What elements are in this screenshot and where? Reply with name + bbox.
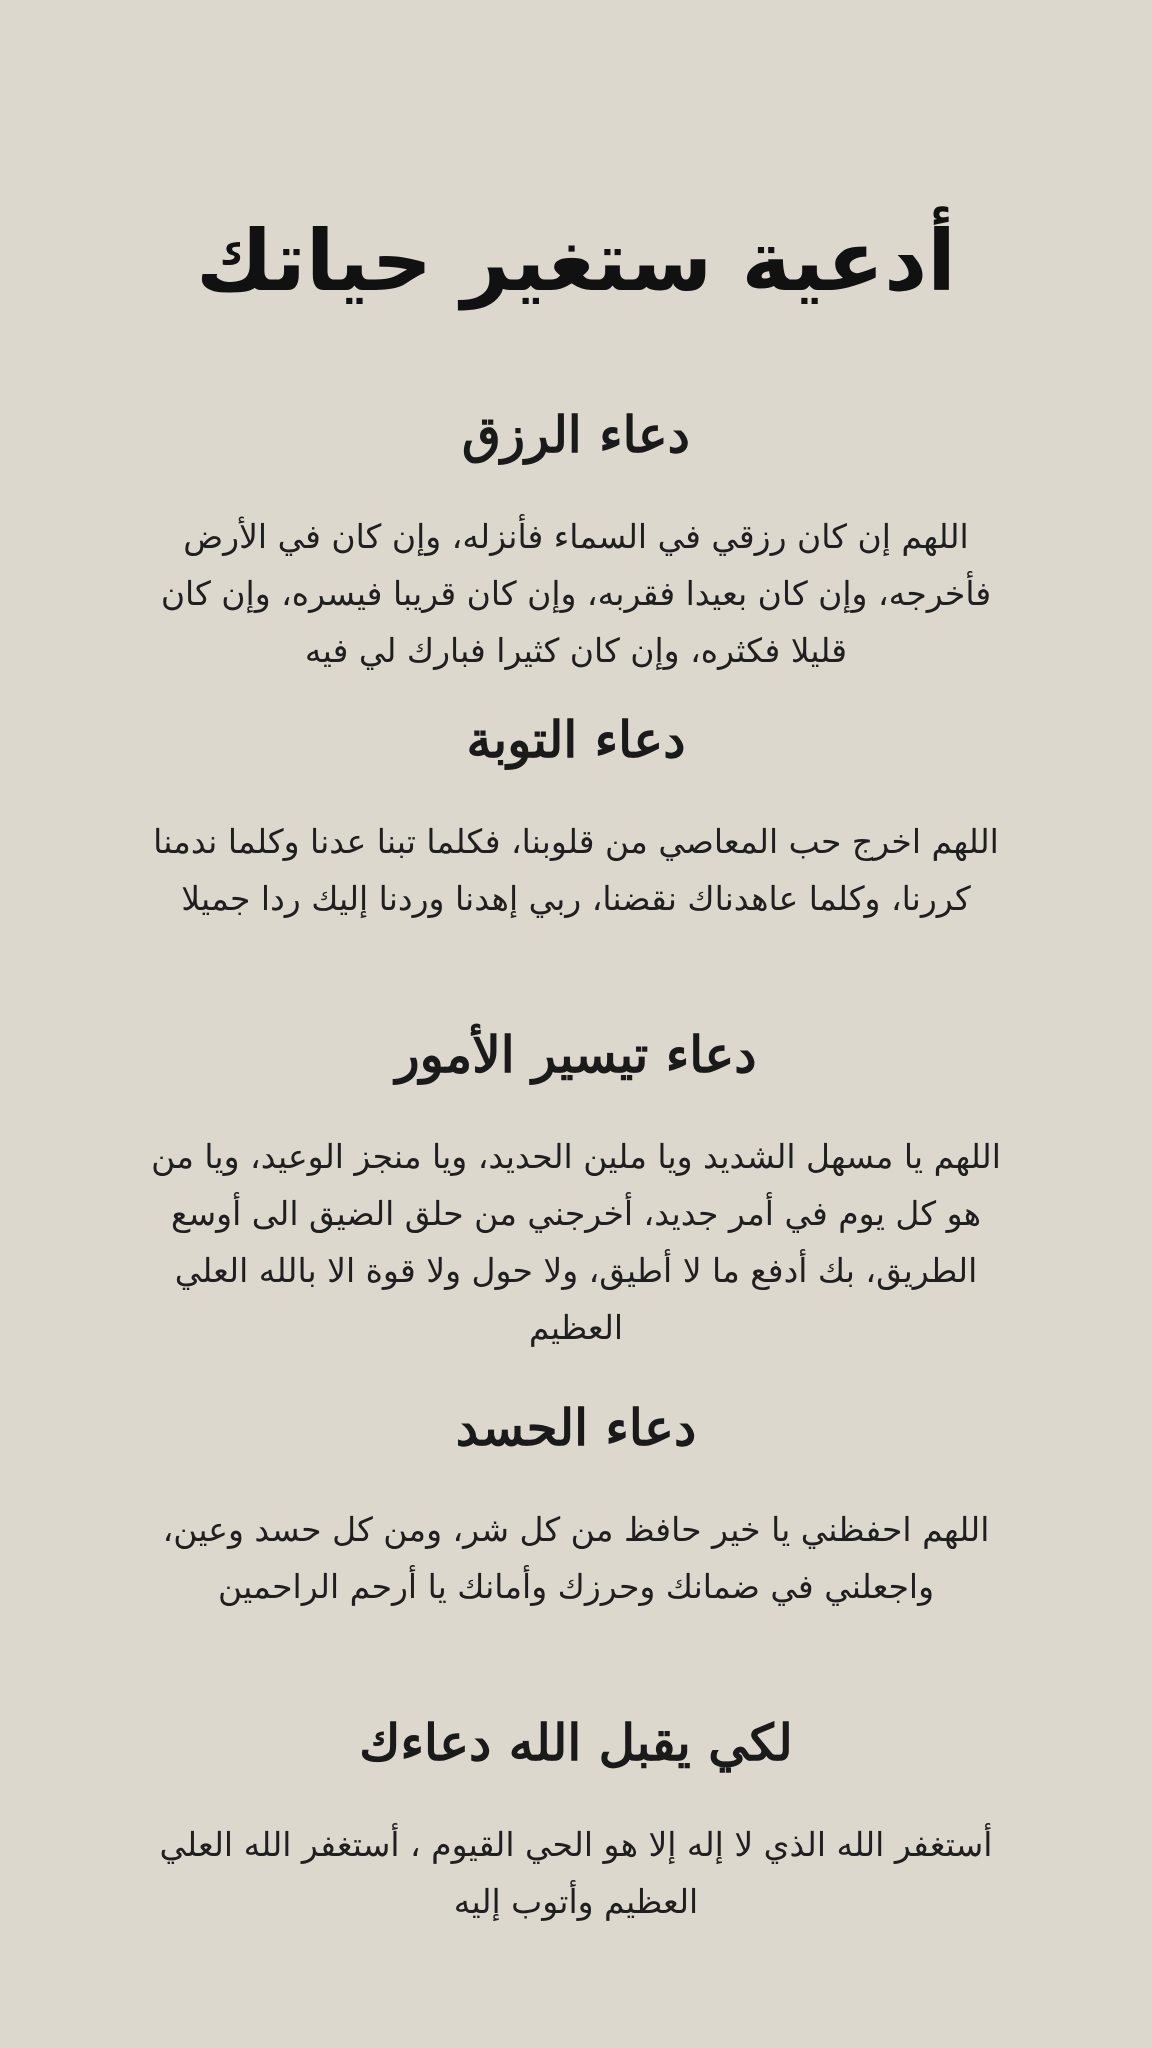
section-repentance bbox=[150, 697, 1002, 927]
section-heading: دعاء الرزق bbox=[462, 405, 690, 464]
section-provision bbox=[150, 392, 1002, 679]
page-title: أدعية ستغير حياتك bbox=[196, 212, 956, 310]
section-envy bbox=[150, 1385, 1002, 1615]
section-acceptance bbox=[150, 1700, 1002, 1930]
prayer-text: اللهم إن كان رزقي في السماء فأنزله، وإن كان في الأرض فأخرجه، وإن كان بعيدا فقربه، وإن كان قريبا فيسره، وإن كان قليلا فكثره، وإن كان كثيرا فبارك لي فيه bbox=[160, 517, 992, 670]
prayer-text: اللهم احفظني يا خير حافظ من كل شر، ومن كل حسد وعين، واجعلني في ضمانك وحرزك وأمانك يا أرحم الراحمين bbox=[162, 1510, 990, 1606]
prayer-text: اللهم يا مسهل الشديد ويا ملين الحديد، ويا منجز الوعيد، ويا من هو كل يوم في أمر جديد، أخرجني من حلق الضيق الى أوسع الطريق، بك أدفع ما لا أطيق، ولا حول ولا قوة الا بالله العلي العظيم bbox=[151, 1137, 1001, 1347]
section-heading: دعاء الحسد bbox=[455, 1398, 697, 1457]
prayer-text: أستغفر الله الذي لا إله إلا هو الحي القيوم ، أستغفر الله العلي العظيم وأتوب إليه bbox=[159, 1825, 993, 1921]
section-ease bbox=[150, 1012, 1002, 1356]
section-heading: دعاء تيسير الأمور bbox=[395, 1025, 757, 1084]
section-heading: دعاء التوبة bbox=[466, 710, 686, 769]
prayer-text: اللهم اخرج حب المعاصي من قلوبنا، فكلما تبنا عدنا وكلما ندمنا كررنا، وكلما عاهدناك نقضنا، ربي إهدنا وردنا إليك ردا جميلا bbox=[153, 822, 999, 918]
section-heading: لكي يقبل الله دعاءك bbox=[359, 1713, 793, 1772]
